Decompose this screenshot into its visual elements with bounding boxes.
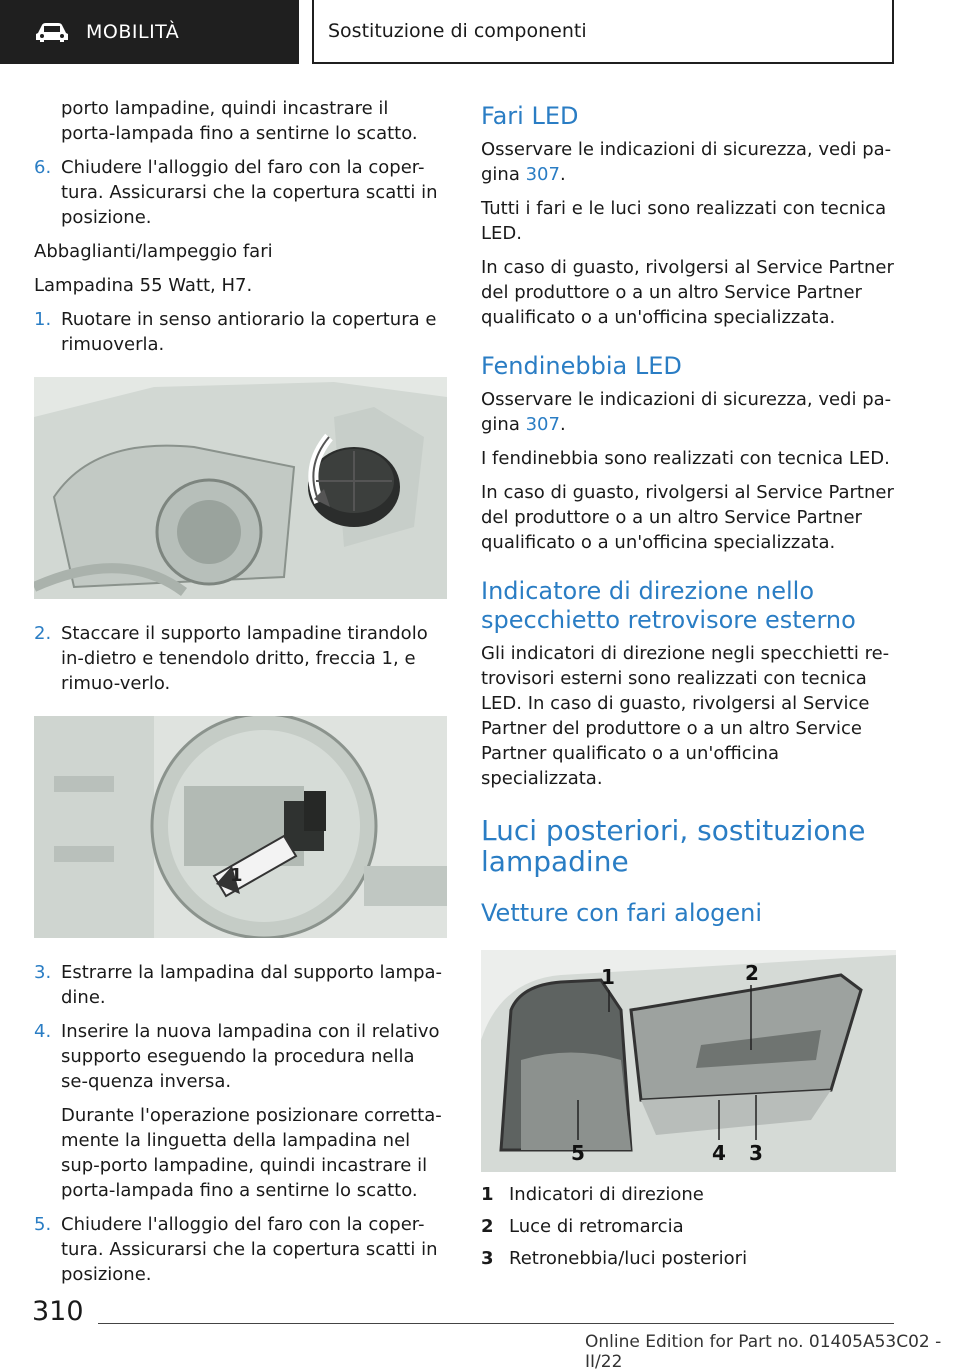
step-number: 6. bbox=[34, 157, 52, 178]
legend-item: 3 Retronebbia/luci posteriori bbox=[481, 1248, 748, 1269]
chapter-header bbox=[312, 0, 894, 64]
step-4-note: Durante l'operazione posizionare corretta-mente la linguetta della lampadina nel sup-porto lampadine, quindi incastrare il porta-lampada fino a sentirne lo scatto. bbox=[61, 1105, 442, 1201]
right-column bbox=[481, 96, 899, 1278]
step-1 bbox=[34, 307, 444, 357]
step-number: 1. bbox=[34, 309, 52, 330]
step-text: Estrarre la lampadina dal supporto lampa-dine. bbox=[61, 962, 443, 1008]
section-heading-fari-led: Fari LED bbox=[481, 102, 579, 130]
page-link[interactable]: 307 bbox=[525, 164, 560, 185]
car-icon bbox=[34, 21, 70, 43]
safety-note: Osservare le indicazioni di sicurezza, vedi pa-gina 307. bbox=[481, 389, 892, 435]
left-column bbox=[34, 96, 444, 1296]
safety-note: Osservare le indicazioni di sicurezza, vedi pa-gina 307. bbox=[481, 139, 892, 185]
section-heading-indicatore: Indicatore di direzione nello specchietto retrovisore esterno bbox=[481, 577, 856, 634]
paragraph: In caso di guasto, rivolgersi al Service Partner del produttore o a un altro Service Partner qualificato o a un'officina specializzata. bbox=[481, 257, 894, 328]
bulb-holder-figure bbox=[34, 716, 447, 938]
legend-item: 2 Luce di retromarcia bbox=[481, 1216, 684, 1237]
callout-5: 5 bbox=[571, 1141, 585, 1165]
step-number: 5. bbox=[34, 1214, 52, 1235]
subheading: Abbaglianti/lampeggio fari bbox=[34, 241, 273, 262]
step-text: Chiudere l'alloggio del faro con la coper-tura. Assicurarsi che la copertura scatti in posizione. bbox=[61, 1214, 438, 1285]
callout-3: 3 bbox=[749, 1141, 763, 1165]
step-5 bbox=[34, 1212, 444, 1287]
headlight-cover-figure bbox=[34, 377, 447, 599]
legend bbox=[481, 1182, 899, 1271]
section-heading-luci-posteriori: Luci posteriori, sostituzione lampadine bbox=[481, 814, 866, 878]
page-number: 310 bbox=[32, 1296, 84, 1327]
legend-item: 1 Indicatori di direzione bbox=[481, 1184, 704, 1205]
continued-text: porto lampadine, quindi incastrare il porta-lampada fino a sentirne lo scatto. bbox=[61, 98, 418, 144]
callout-4: 4 bbox=[712, 1141, 726, 1165]
section-label: MOBILITÀ bbox=[86, 21, 180, 43]
step-6 bbox=[34, 155, 444, 230]
rear-light-figure bbox=[481, 950, 896, 1172]
step-text: Ruotare in senso antiorario la copertura e rimuoverla. bbox=[61, 309, 437, 355]
edition-footer: Online Edition for Part no. 01405A53C02 - II/22 bbox=[585, 1332, 942, 1372]
callout-1: 1 bbox=[601, 965, 615, 989]
section-heading-fendinebbia: Fendinebbia LED bbox=[481, 352, 682, 380]
step-4 bbox=[34, 1019, 444, 1094]
step-number: 3. bbox=[34, 962, 52, 983]
callout-label: 1 bbox=[230, 865, 243, 886]
step-text: Inserire la nuova lampadina con il relativo supporto eseguendo la procedura nella se-quenza inversa. bbox=[61, 1021, 440, 1092]
paragraph: Tutti i fari e le luci sono realizzati con tecnica LED. bbox=[481, 198, 887, 244]
step-number: 2. bbox=[34, 623, 52, 644]
step-text: Chiudere l'alloggio del faro con la coper-tura. Assicurarsi che la copertura scatti in posizione. bbox=[61, 157, 438, 228]
page-link[interactable]: 307 bbox=[525, 414, 560, 435]
callout-2: 2 bbox=[745, 961, 759, 985]
paragraph: I fendinebbia sono realizzati con tecnica LED. bbox=[481, 448, 890, 469]
step-3 bbox=[34, 960, 444, 1010]
footer-divider bbox=[98, 1323, 894, 1324]
chapter-title: Sostituzione di componenti bbox=[328, 20, 587, 42]
bulb-spec: Lampadina 55 Watt, H7. bbox=[34, 275, 253, 296]
step-number: 4. bbox=[34, 1021, 52, 1042]
step-text: Staccare il supporto lampadine tirandolo in-dietro e tenendolo dritto, freccia 1, e rimuo-verlo. bbox=[61, 623, 428, 694]
subsection-heading-vetture: Vetture con fari alogeni bbox=[481, 899, 763, 927]
section-tab bbox=[0, 0, 299, 64]
paragraph: Gli indicatori di direzione negli specchietti re-trovisori esterni sono realizzati con tecnica LED. In caso di guasto, rivolgersi al Service Partner del produttore o a un altro Service Partner qualificato o a un'officina specializzata. bbox=[481, 643, 890, 789]
step-2 bbox=[34, 621, 444, 696]
paragraph: In caso di guasto, rivolgersi al Service Partner del produttore o a un altro Service Partner qualificato o a un'officina specializzata. bbox=[481, 482, 894, 553]
